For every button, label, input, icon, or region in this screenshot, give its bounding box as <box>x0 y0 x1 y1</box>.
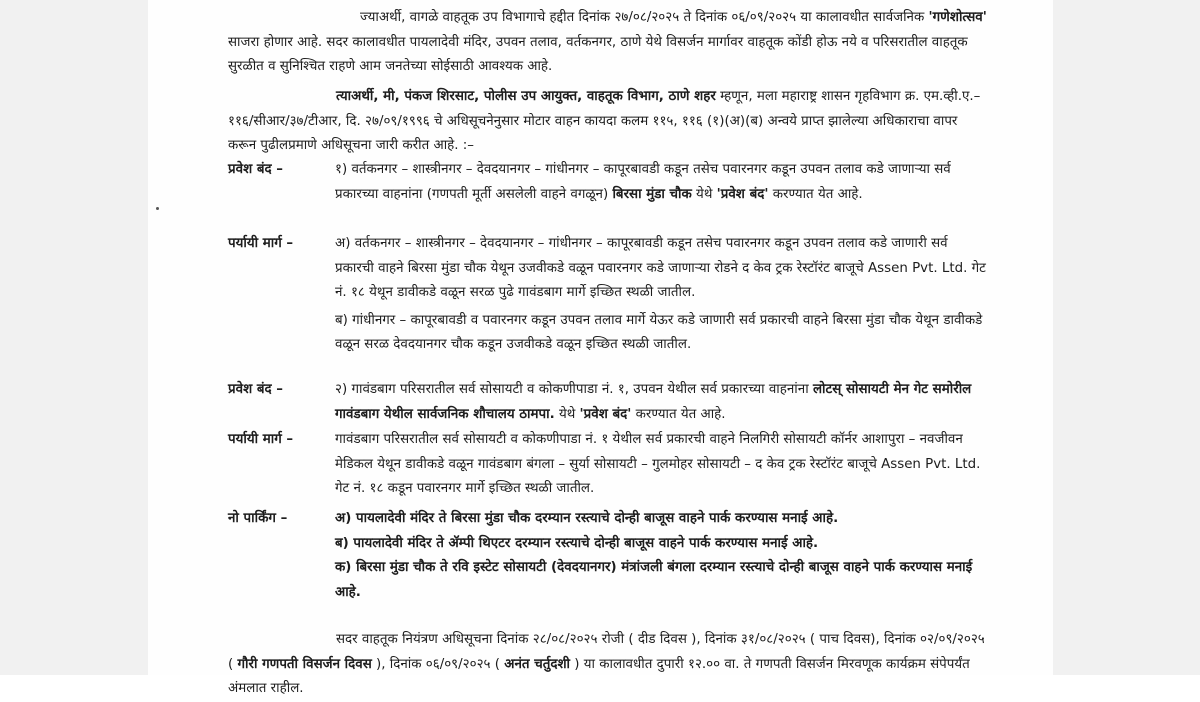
section-body <box>335 158 986 207</box>
validity-text-end: ) या कालावधीत दुपारी १२.०० वा. ते गणपती विसर्जन मिरवणूक कार्यक्रम संपेपर्यंत अंमलात राहील. <box>228 656 970 696</box>
route-item-a: अ) वर्तकनगर – शास्त्रीनगर – देवदयानगर – गांधीनगर – कापूरबावडी कडून तसेच पवारनगर कडून उपवन तलाव कडे जाणारी सर्व प्रकारची वाहने बिरसा मुंडा चौक येथून उजवीकडे वळून पवारनगर कडे जाणाऱ्या रोडने द केव ट्रक रेस्टॉरंट बाजूचे Assen Pvt. Ltd. गेट नं. १८ येथून डावीकडे वळून सरळ पुढे गावंडबाग मार्गे इच्छित स्थळी जातील. <box>335 236 986 300</box>
section-text-tail: येथे <box>691 186 717 202</box>
section-label: प्रवेश बंद – <box>228 162 283 177</box>
entry-closed-highlight: 'प्रवेश बंद' <box>579 406 632 422</box>
validity-paragraph <box>228 628 988 702</box>
validity-text: सदर वाहतूक नियंत्रण अधिसूचना दिनांक २८/०८/२०२५ रोजी ( दीड दिवस ), दिनांक ३१/०८/२०२५ ( पाच दिवस), दिनांक ०२/०९/२०२५ ( <box>228 632 985 672</box>
section-highlight: बिरसा मुंडा चौक <box>612 186 692 202</box>
section-text-end: करण्यात येत आहे. <box>768 186 863 202</box>
left-margin <box>0 0 148 675</box>
no-parking-item-c: क) बिरसा मुंडा चौक ते रवि इस्टेट सोसायटी (देवदयानगर) मंत्रांजली बंगला दरम्यान रस्त्याचे दोन्ही बाजूस वाहने पार्क करण्यास मनाई आहे. <box>335 560 973 600</box>
scan-speck <box>156 207 159 210</box>
intro-text: ज्याअर्थी, वागळे वाहतूक उप विभागाचे हद्दीत दिनांक २७/०८/२०२५ ते दिनांक ०६/०९/२०२५ या कालावधीत सार्वजनिक <box>360 10 929 25</box>
no-parking-item-a: अ) पायलादेवी मंदिर ते बिरसा मुंडा चौक दरम्यान रस्त्याचे दोन्ही बाजूस वाहने पार्क करण्यास मनाई आहे. <box>335 511 839 526</box>
validity-text-mid: ), दिनांक ०६/०९/२०२५ ( <box>371 656 505 672</box>
section-text-end: करण्यात येत आहे. <box>631 406 726 422</box>
section-text: १) वर्तकनगर – शास्त्रीनगर – देवदयानगर – गांधीनगर – कापूरबावडी कडून तसेच पवारनगर कडून उपवन तलाव कडे जाणाऱ्या सर्व प्रकारच्या वाहनांना (गणपती मूर्ती असलेली वाहने वगळून) <box>335 162 951 202</box>
authority-paragraph <box>228 85 988 159</box>
route-item-b: ब) गांधीनगर – कापूरबावडी व पवारनगर कडून उपवन तलाव मार्गे येऊर कडे जाणारी सर्व प्रकारची वाहने बिरसा मुंडा चौक येथून डावीकडे वळून सरळ देवदयानगर चौक कडून उजवीकडे वळून इच्छित स्थळी जातील. <box>335 312 983 352</box>
intro-text-continued: साजरा होणार आहे. सदर कालावधीत पायलादेवी मंदिर, उपवन तलाव, वर्तकनगर, ठाणे येथे विसर्जन मार्गावर वाहतूक कोंडी होऊ नये व परिसरातील वाहतूक सुरळीत व सुनिश्चित राहणे आम जनतेच्या सोईसाठी आवश्यक आहे. <box>228 34 968 74</box>
right-margin <box>1053 0 1200 675</box>
section-text: २) गावंडबाग परिसरातील सर्व सोसायटी व कोकणीपाडा नं. १, उपवन येथील सर्व प्रकारच्या वाहनांना <box>335 382 813 397</box>
festival-name: 'गणेशोत्सव' <box>928 10 987 25</box>
section-label: पर्यायी मार्ग – <box>228 236 294 251</box>
officer-name: त्याअर्थी, मी, पंकज शिरसाट, पोलीस उप आयुक्त, वाहतूक विभाग, ठाणे शहर <box>336 89 716 104</box>
section-label: पर्यायी मार्ग – <box>228 432 294 447</box>
section-body <box>335 232 986 358</box>
intro-paragraph <box>228 6 988 80</box>
authority-text: म्हणून, मला महाराष्ट्र शासन गृहविभाग क्र. एम.व्ही.ए.–११६/सीआर/३७/टीआर, दि. २७/०९/१९९६ चे अधिसूचनेनुसार मोटार वाहन कायदा कलम ११५, ११६ (१)(अ)(ब) अन्वये प्राप्त झालेल्या अधिकाराचा वापर करून पुढीलप्रमाणे अधिसूचना जारी करीत आहे. :– <box>228 89 981 153</box>
section-highlight: लोटस् सोसायटी मेन गेट समोरील गावंडबाग येथील सार्वजनिक शौचालय ठामपा. <box>335 382 972 422</box>
section-body: गावंडबाग परिसरातील सर्व सोसायटी व कोकणीपाडा नं. १ येथील सर्व प्रकारची वाहने निलगिरी सोसायटी कॉर्नर आशापुरा – नवजीवन मेडिकल येथून डावीकडे वळून गावंडबाग बंगला – सुर्या सोसायटी – गुलमोहर सोसायटी – द केव ट्रक रेस्टॉरंट बाजूचे Assen Pvt. Ltd. गेट नं. १८ कडून पवारनगर मार्गे इच्छित स्थळी जातील. <box>335 432 981 496</box>
section-body <box>335 378 986 427</box>
anant-chaturdashi: अनंत चर्तुदशी <box>504 656 571 672</box>
no-parking-item-b: ब) पायलादेवी मंदिर ते ॲम्पी थिएटर दरम्यान रस्त्याचे दोन्ही बाजूस वाहने पार्क करण्यास मनाई आहे. <box>335 535 819 551</box>
section-label: प्रवेश बंद – <box>228 382 283 397</box>
document-page <box>148 0 1053 696</box>
section-label: नो पार्किंग – <box>228 511 288 526</box>
gauri-ganpati-day: गौरी गणपती विसर्जन दिवस <box>237 656 372 672</box>
section-body <box>335 507 986 605</box>
entry-closed-highlight: 'प्रवेश बंद' <box>716 186 769 202</box>
section-text-tail: येथे <box>554 406 580 422</box>
